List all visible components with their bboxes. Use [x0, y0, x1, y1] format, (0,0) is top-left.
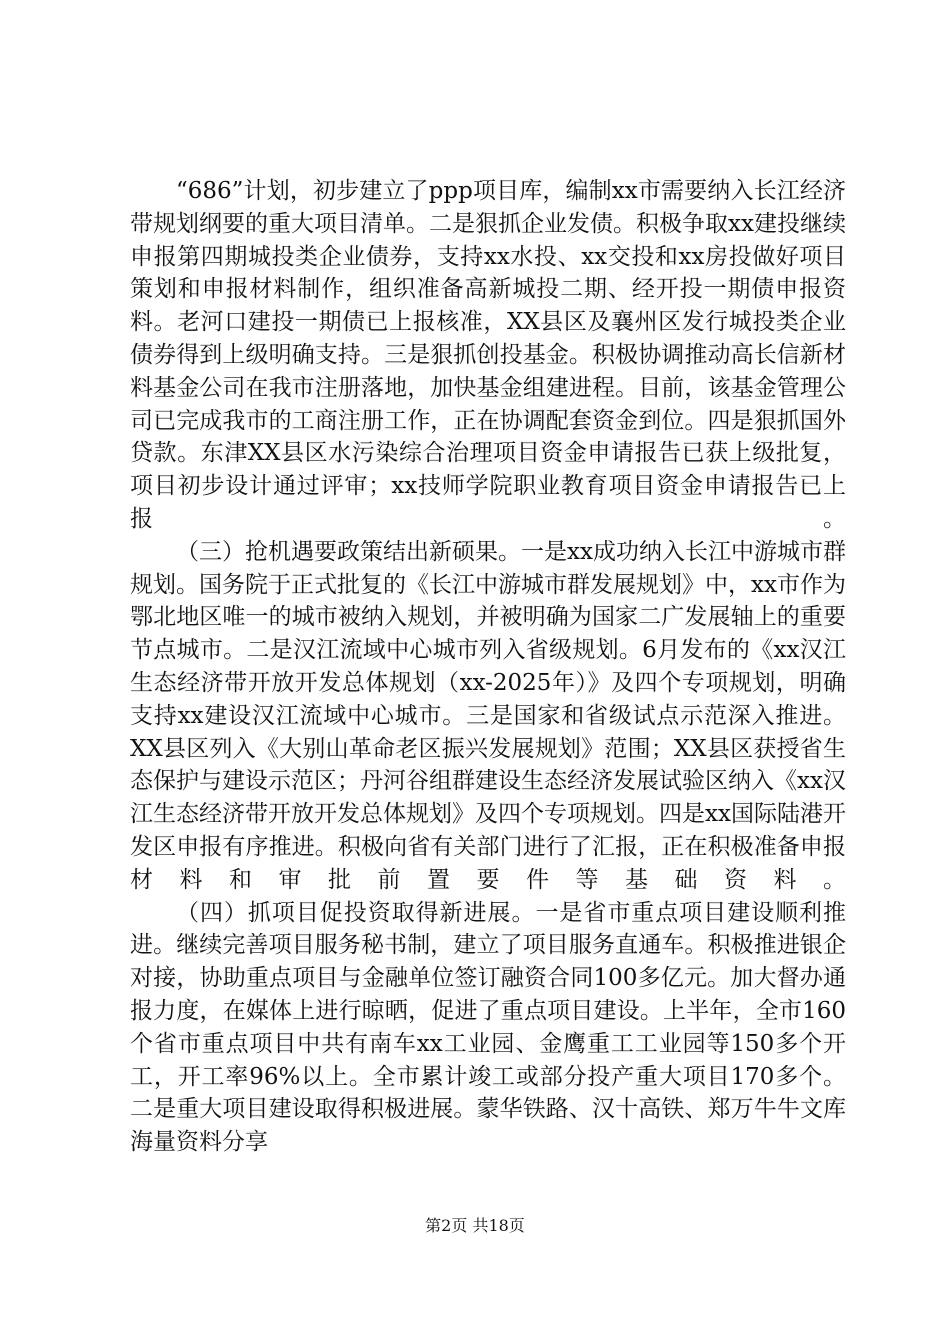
- page-footer: 第2页 共18页: [425, 1216, 525, 1235]
- paragraph-1: “686”计划，初步建立了ppp项目库，编制xx市需要纳入长江经济带规划纲要的重大项目清单。二是狠抓企业发债。积极争取xx建投继续申报第四期城投类企业债券，支持xx水投、xx交投和xx房投做好项目策划和申报材料制作，组织准备高新城投二期、经开投一期债申报资料。老河口建投一期债已上报核准，XX县区及襄州区发行城投类企业债券得到上级明确支持。三是狠抓创投基金。积极协调推动高长信新材料基金公司在我市注册落地，加快基金组建进程。目前，该基金管理公司已完成我市的工商注册工作，正在协调配套资金到位。四是狠抓国外贷款。东津XX县区水污染综合治理项目资金申请报告已获上级批复，项目初步设计通过评审；xx技师学院职业教育项目资金申请报告已上报。: [130, 178, 846, 532]
- paragraph-2: （三）抢机遇要政策结出新硕果。一是xx成功纳入长江中游城市群规划。国务院于正式批复的《长江中游城市群发展规划》中，xx市作为鄂北地区唯一的城市被纳入规划，并被明确为国家二广发展轴上的重要节点城市。二是汉江流域中心城市列入省级规划。6月发布的《xx汉江生态经济带开放开发总体规划（xx-2025年）》及四个专项规划，明确支持xx建设汉江流域中心城市。三是国家和省级试点示范深入推进。XX县区列入《大别山革命老区振兴发展规划》范围；XX县区获授省生态保护与建设示范区；丹河谷组群建设生态经济发展试验区纳入《xx汉江生态经济带开放开发总体规划》及四个专项规划。四是xx国际陆港开发区申报有序推进。积极向省有关部门进行了汇报，正在积极准备申报材料和审批前置要件等基础资料。: [130, 538, 846, 893]
- document-body: [130, 175, 846, 1159]
- paragraph-3: （四）抓项目促投资取得新进展。一是省市重点项目建设顺利推进。继续完善项目服务秘书制，建立了项目服务直通车。积极推进银企对接，协助重点项目与金融单位签订融资合同100多亿元。加大督办通报力度，在媒体上进行晾晒，促进了重点项目建设。上半年，全市160个省市重点项目中共有南车xx工业园、金鹰重工工业园等150多个开工，开工率96%以上。全市累计竣工或部分投产重大项目170多个。二是重大项目建设取得积极进展。蒙华铁路、汉十高铁、郑万牛牛文库海量资料分享: [130, 899, 846, 1156]
